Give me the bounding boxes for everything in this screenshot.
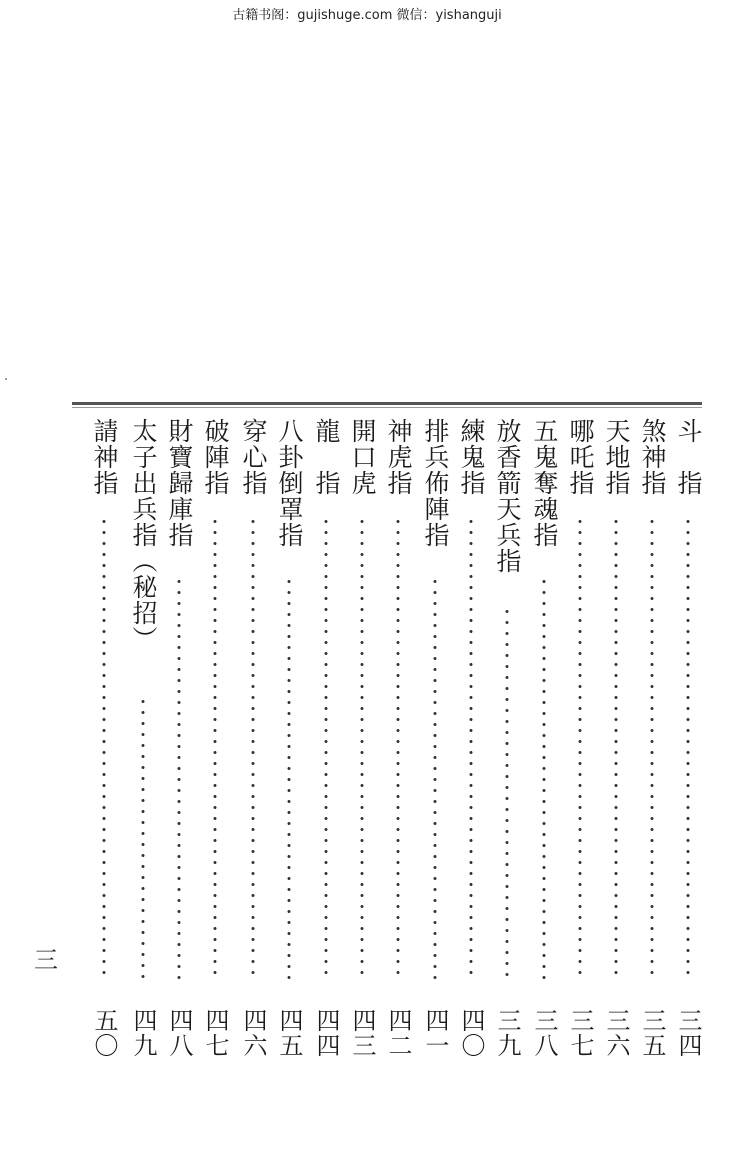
toc-entry-page: 三八: [530, 1008, 558, 1058]
toc-entry-title: 排兵佈陣指: [421, 418, 450, 548]
leader-dots: [650, 516, 654, 980]
leader-dots: [251, 516, 255, 980]
toc-entry: [529, 418, 559, 1058]
toc-entry-page: 三五: [638, 1008, 666, 1058]
toc-entry: [492, 418, 522, 1058]
leader-dots: [578, 516, 582, 980]
leader-dots: [360, 516, 364, 980]
toc-entry-page: 四五: [275, 1008, 303, 1058]
leader-dots: [287, 576, 291, 980]
leader-dots: [542, 576, 546, 980]
leader-dots: [614, 516, 618, 980]
toc-entry-title: 太子出兵指（秘招）: [129, 418, 158, 652]
toc-entry-title: 練鬼指: [457, 418, 486, 496]
toc-entry-title: 斗 指: [674, 418, 703, 496]
toc-entry: [673, 418, 703, 1058]
leader-dots: [177, 576, 181, 980]
watermark-text: 古籍书阁：gujishuge.com 微信：yishanguji: [232, 8, 502, 23]
toc-entry-page: 四九: [129, 1008, 157, 1058]
toc-entry-page: 五〇: [90, 1008, 118, 1058]
page-number: 三: [34, 946, 58, 974]
toc-entry-page: 四四: [312, 1008, 340, 1058]
toc-entry-title: 天地指: [602, 418, 631, 496]
top-rule-thin: [72, 407, 702, 408]
toc-entry-title: 龍 指: [312, 418, 341, 496]
toc-entry-page: 四一: [421, 1008, 449, 1058]
toc-entry-page: 四六: [239, 1008, 267, 1058]
toc-entry: [565, 418, 595, 1058]
toc-entry-page: 四三: [348, 1008, 376, 1058]
toc-entry-title: 神虎指: [384, 418, 413, 496]
leader-dots: [141, 696, 145, 980]
toc-entry-page: 三四: [674, 1008, 702, 1058]
toc-entry: [274, 418, 304, 1058]
toc-entry-title: 財寶歸庫指: [165, 418, 194, 548]
toc-entry-title: 哪吒指: [566, 418, 595, 496]
scan-speck: [5, 378, 7, 380]
leader-dots: [433, 576, 437, 980]
leader-dots: [324, 516, 328, 980]
toc-entry-title: 八卦倒罩指: [275, 418, 304, 548]
toc-entry: [383, 418, 413, 1058]
toc-entry: [200, 418, 230, 1058]
toc-entry: [601, 418, 631, 1058]
toc-entry-page: 三九: [493, 1008, 521, 1058]
leader-dots: [505, 606, 509, 980]
toc-entry-page: 四七: [201, 1008, 229, 1058]
toc-entry-title: 開口虎: [348, 418, 377, 496]
leader-dots: [213, 516, 217, 980]
toc-entry: [420, 418, 450, 1058]
toc-entry: [238, 418, 268, 1058]
toc-entry: [128, 418, 158, 1058]
top-rule: [72, 402, 702, 405]
toc-entry: [347, 418, 377, 1058]
toc-entry: [89, 418, 119, 1058]
toc-entry: [164, 418, 194, 1058]
toc-entry: [637, 418, 667, 1058]
toc-entry-page: 四〇: [457, 1008, 485, 1058]
toc-entry-page: 三六: [602, 1008, 630, 1058]
leader-dots: [686, 516, 690, 980]
leader-dots: [396, 516, 400, 980]
toc-entry-page: 三七: [566, 1008, 594, 1058]
toc-entry-title: 請神指: [90, 418, 119, 496]
toc-entry: [456, 418, 486, 1058]
toc-entry-page: 四二: [384, 1008, 412, 1058]
toc-entry-title: 穿心指: [239, 418, 268, 496]
toc-entry-page: 四八: [165, 1008, 193, 1058]
toc-entry-title: 煞神指: [638, 418, 667, 496]
toc-entry-title: 五鬼奪魂指: [530, 418, 559, 548]
toc-entry: [311, 418, 341, 1058]
leader-dots: [469, 516, 473, 980]
toc-entry-title: 破陣指: [201, 418, 230, 496]
toc-entry-title: 放香箭天兵指: [493, 418, 522, 574]
leader-dots: [102, 516, 106, 980]
